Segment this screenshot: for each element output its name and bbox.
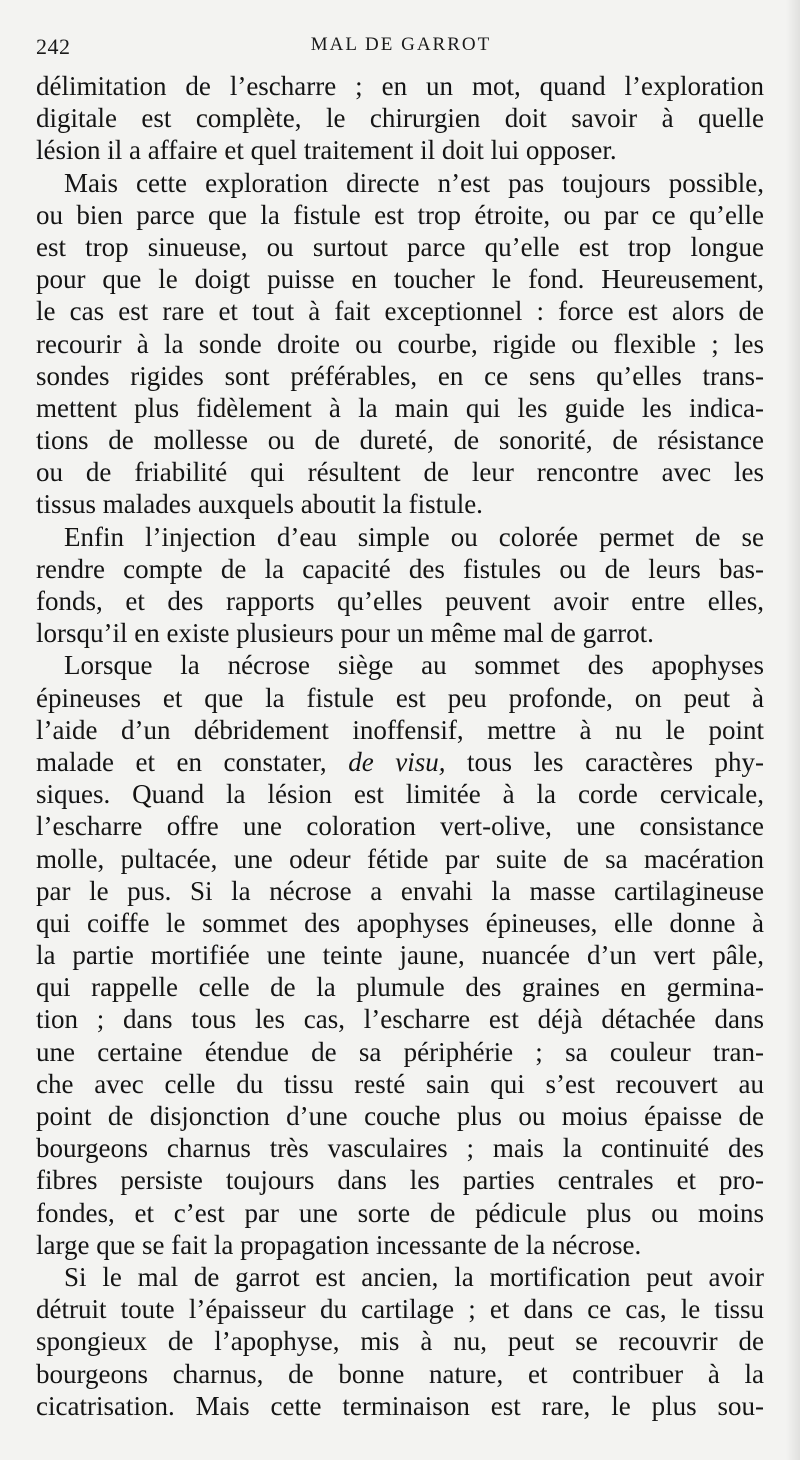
text-line: rendre compte de la capacité des fistules ou de leurs bas- [36,553,764,584]
text-line: délimitation de l’escharre ; en un mot, quand l’exploration [36,71,764,101]
text-line: est trop sinueuse, ou surtout parce qu’elle est trop longue [36,231,764,262]
paragraph-start-line: Si le mal de garrot est ancien, la mortification peut avoir [64,1261,764,1292]
text-line: large que se fait la propagation incessante de la nécrose. [36,1229,642,1260]
text-line: détruit toute l’épaisseur du cartilage ; et dans ce cas, le tissu [36,1294,764,1325]
text-line: siques. Quand la lésion est limitée à la corde cervicale, [36,779,764,810]
paragraph-start-line: Enfin l’injection d’eau simple ou colorée permet de se [64,521,764,552]
text-line: tions de mollesse ou de dureté, de sonorité, de résistance [36,425,764,456]
text-line: le cas est rare et tout à fait exceptionnel : force est alors de [36,296,764,327]
text-fragment: malade et en constater, [36,746,349,777]
text-line: ou bien parce que la fistule est trop étroite, ou par ce qu’elle [36,199,764,230]
italic-phrase: de visu, [348,746,446,777]
text-line: tissus malades auxquels aboutit la fistule. [36,489,483,520]
text-line: la partie mortifiée une teinte jaune, nuancée d’un vert pâle, [36,940,764,971]
text-line-with-italic [36,746,764,778]
page-number: 242 [36,34,71,59]
text-line: point de disjonction d’une couche plus ou moius épaisse de [36,1101,764,1131]
text-line: recourir à la sonde droite ou courbe, rigide ou flexible ; les [36,328,764,359]
text-line: l’aide d’un débridement inoffensif, mettre à nu le point [36,714,764,745]
text-line: spongieux de l’apophyse, mis à nu, peut se recouvrir de [36,1326,764,1357]
text-fragment: tous les caractères phy- [445,746,765,777]
paragraph-start-line: Mais cette exploration directe n’est pas toujours possible, [64,167,764,198]
text-line: par le pus. Si la nécrose a envahi la masse cartilagineuse [36,875,764,906]
text-line: lésion il a affaire et quel traitement il doit lui opposer. [36,135,617,166]
page-body-text [36,70,764,1422]
scan-edge-shadow [786,0,800,1460]
text-line: fonds, et des rapports qu’elles peuvent avoir entre elles, [36,586,764,616]
text-line: tion ; dans tous les cas, l’escharre est déjà détachée dans [36,1004,764,1035]
text-line: qui rappelle celle de la plumule des graines en germina- [36,972,764,1003]
text-line: lorsqu’il en existe plusieurs pour un même mal de garrot. [36,618,654,649]
text-line: pour que le doigt puisse en toucher le fond. Heureusement, [36,264,764,295]
text-line: che avec celle du tissu resté sain qui s’est recouvert au [36,1068,764,1099]
text-line: bourgeons charnus, de bonne nature, et contribuer à la [36,1358,764,1389]
text-line: bourgeons charnus très vasculaires ; mais la continuité des [36,1133,764,1164]
text-line: ou de friabilité qui résultent de leur rencontre avec les [36,457,764,488]
text-line: une certaine étendue de sa périphérie ; sa couleur tran- [36,1036,764,1067]
paragraph-start-line: Lorsque la nécrose siège au sommet des apophyses [64,650,764,681]
text-line: l’escharre offre une coloration vert-olive, une consistance [36,811,764,842]
text-line: cicatrisation. Mais cette terminaison est rare, le plus sou- [36,1390,764,1421]
text-line: mettent plus fidèlement à la main qui les guide les indica- [36,392,764,423]
text-line: sondes rigides sont préférables, en ce sens qu’elles trans- [36,360,764,391]
text-line: digitale est complète, le chirurgien doit savoir à quelle [36,103,764,134]
text-line: molle, pultacée, une odeur fétide par suite de sa macération [36,843,764,874]
running-head: MAL DE GARROT [310,34,492,55]
text-line: fibres persiste toujours dans les parties centrales et pro- [36,1165,764,1196]
text-line: épineuses et que la fistule est peu profonde, on peut à [36,682,764,713]
text-line: fondes, et c’est par une sorte de pédicule plus ou moins [36,1197,764,1228]
page-header [36,30,766,62]
text-line: qui coiffe le sommet des apophyses épineuses, elle donne à [36,907,764,938]
